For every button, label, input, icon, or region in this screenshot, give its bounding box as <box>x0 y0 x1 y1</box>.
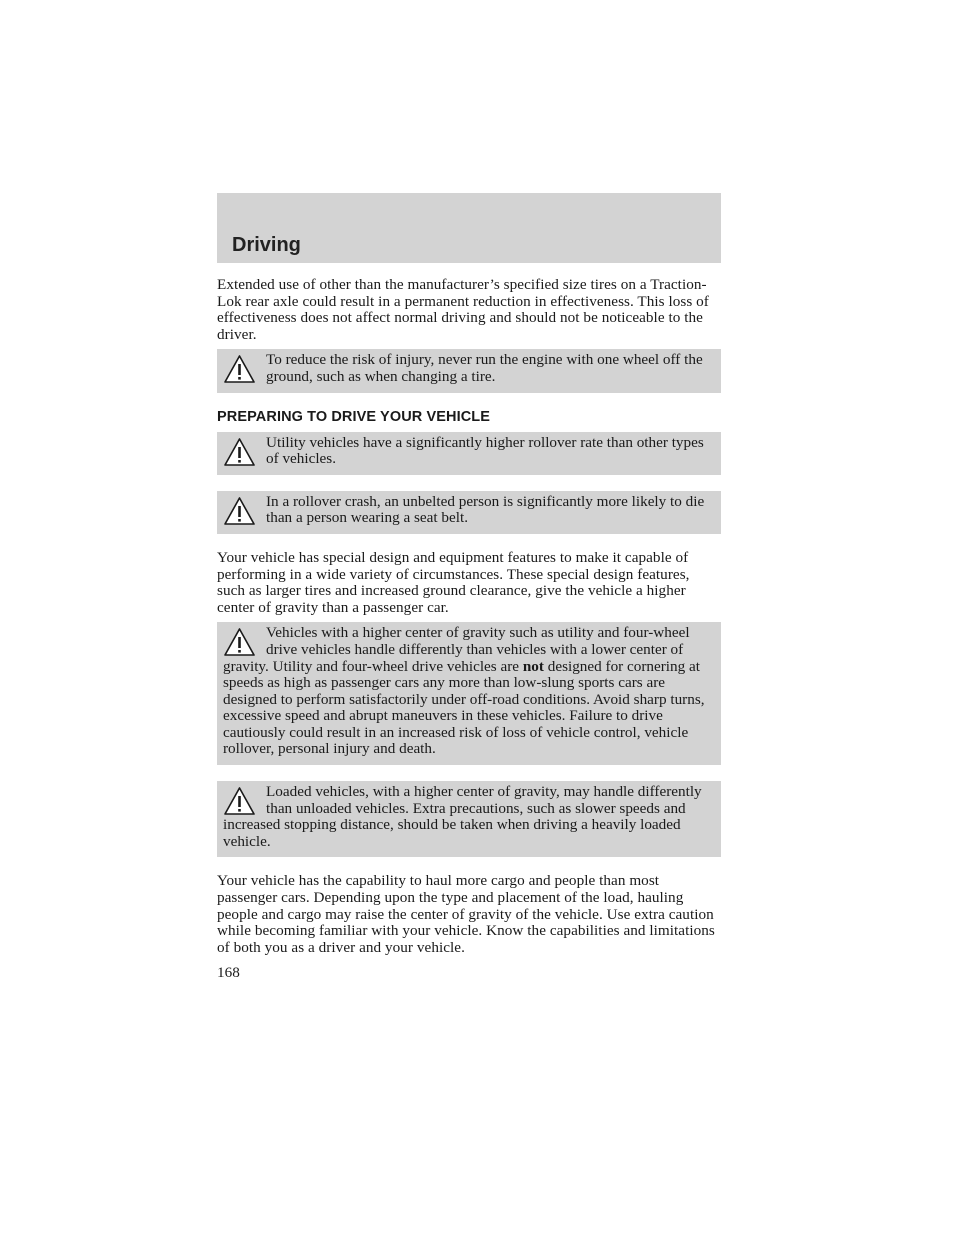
warning-box-wheel-off-ground <box>217 349 721 392</box>
page-number: 168 <box>217 964 240 982</box>
paragraph-traction-lok: Extended use of other than the manufacturer’s specified size tires on a Traction-Lok rear axle could result in a permanent reduction in effectiveness. This loss of effectiveness does not affect normal driving and should not be noticeable to the driver. <box>217 276 709 343</box>
warning-triangle-icon <box>223 354 256 384</box>
paragraph-design-features: Your vehicle has special design and equipment features to make it capable of performing in a wide variety of circumstances. These special design features, such as larger tires and increased ground clearance, give the vehicle a higher center of gravity than a passenger car. <box>217 548 690 616</box>
warning-text: To reduce the risk of injury, never run the engine with one wheel off the ground, such as when changing a tire. <box>266 351 703 385</box>
warning-triangle-icon <box>223 786 256 816</box>
section-heading: PREPARING TO DRIVE YOUR VEHICLE <box>217 408 491 425</box>
warning-triangle-icon <box>223 496 256 526</box>
warning-box-rollover-rate <box>217 432 721 475</box>
warning-triangle-icon <box>223 627 256 657</box>
paragraph-cargo-capability: Your vehicle has the capability to haul more cargo and people than most passenger cars. Depending upon the type and placement of the load, hauling people and cargo may raise the center of gravity of the vehicle. Use extra caution while becoming familiar with your vehicle. Know the capabilities and limitations of both you as a driver and your vehicle. <box>217 872 715 956</box>
warning-text-part-1: Vehicles with a higher center of gravity such as utility and four-wheel drive vehicles handle differently than vehicles with a lower center of gravity. Utility and four-wheel drive vehicles are <box>223 624 690 675</box>
manual-page <box>217 193 721 982</box>
warning-box-center-of-gravity <box>217 622 721 765</box>
chapter-header <box>217 193 721 263</box>
chapter-title: Driving <box>232 234 301 256</box>
warning-text: In a rollover crash, an unbelted person is significantly more likely to die than a person wearing a seat belt. <box>266 492 705 527</box>
warning-text: Utility vehicles have a significantly higher rollover rate than other types of vehicles. <box>266 433 704 468</box>
warning-triangle-icon <box>223 437 256 467</box>
warning-box-seat-belt <box>217 491 721 534</box>
warning-text: Loaded vehicles, with a higher center of gravity, may handle differently than unloaded vehicles. Extra precautions, such as slower speeds and increased stopping distance, should be taken when driving a heavily loaded vehicle. <box>223 783 702 850</box>
warning-text-emphasis: not <box>522 657 544 675</box>
warning-text-part-2: designed for cornering at speeds as high as passenger cars any more than low-slung sports cars are designed to perform satisfactorily under off-road conditions. Avoid sharp turns, excessive speed and abrupt maneuvers in these vehicles. Failure to drive cautiously could result in an increased risk of loss of vehicle control, vehicle rollover, personal injury and death. <box>223 657 705 758</box>
warning-box-loaded-vehicles <box>217 781 721 857</box>
